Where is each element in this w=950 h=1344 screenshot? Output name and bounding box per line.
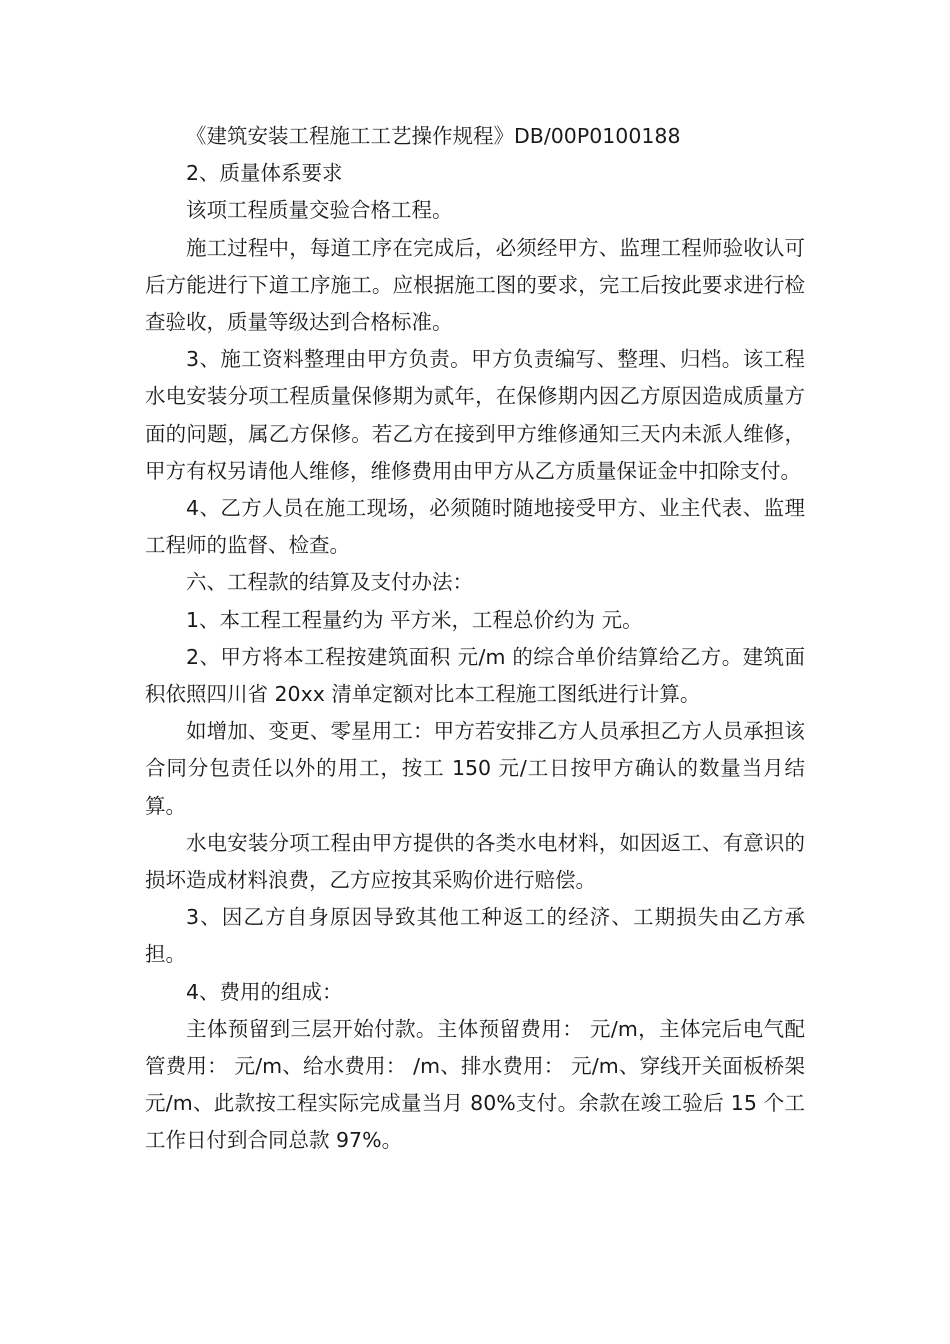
paragraph-extra-labor: 如增加、变更、零星用工：甲方若安排乙方人员承担乙方人员承担该合同分包责任以外的用工，按工 150 元/工日按甲方确认的数量当月结算。 — [145, 719, 805, 818]
paragraph-quality-system-heading: 2、质量体系要求 — [186, 161, 343, 186]
paragraph-quantity-price: 1、本工程工程量约为 平方米，工程总价约为 元。 — [186, 607, 643, 632]
paragraph-cost-composition-heading: 4、费用的组成： — [186, 979, 343, 1004]
paragraph-rework-loss: 3、因乙方自身原因导致其他工种返工的经济、工期损失由乙方承担。 — [145, 905, 805, 967]
paragraph-process-inspection: 施工过程中，每道工序在完成后，必须经甲方、监理工程师验收认可后方能进行下道工序施工。应根据施工图的要求，完工后按此要求进行检查验收，质量等级达到合格标准。 — [145, 235, 805, 335]
paragraph-acceptance-grade: 该项工程质量交验合格工程。 — [186, 198, 453, 223]
paragraph-standard-reference: 《建筑安装工程施工工艺操作规程》DB/00P0100188 — [186, 124, 681, 148]
paragraph-unit-price-settlement: 2、甲方将本工程按建筑面积 元/m 的综合单价结算给乙方。建筑面积依照四川省 20xx 清单定额对比本工程施工图纸进行计算。 — [145, 644, 805, 707]
paragraph-construction-records: 3、施工资料整理由甲方负责。甲方负责编写、整理、归档。该工程水电安装分项工程质量保修期为贰年，在保修期内因乙方原因造成质量方面的问题，属乙方保修。若乙方在接到甲方维修通知三天内未派人维修，甲方有权另请他人维修，维修费用由甲方从乙方质量保证金中扣除支付。 — [145, 347, 805, 483]
paragraph-payment-schedule: 主体预留到三层开始付款。主体预留费用： 元/m，主体完后电气配管费用： 元/m、给水费用： /m、排水费用： 元/m、穿线开关面板桥架 元/m、此款按工程实际完成量当月 80%支付。余款在竣工验后 15 个工工作日付到合同总款 97%。 — [145, 1016, 805, 1153]
paragraph-payment-section-heading: 六、工程款的结算及支付办法： — [186, 570, 473, 595]
paragraph-material-waste: 水电安装分项工程由甲方提供的各类水电材料，如因返工、有意识的损坏造成材料浪费，乙方应按其采购价进行赔偿。 — [145, 830, 805, 893]
paragraph-site-supervision: 4、乙方人员在施工现场，必须随时随地接受甲方、业主代表、监理工程师的监督、检查。 — [145, 496, 805, 558]
document-body — [145, 118, 805, 1160]
